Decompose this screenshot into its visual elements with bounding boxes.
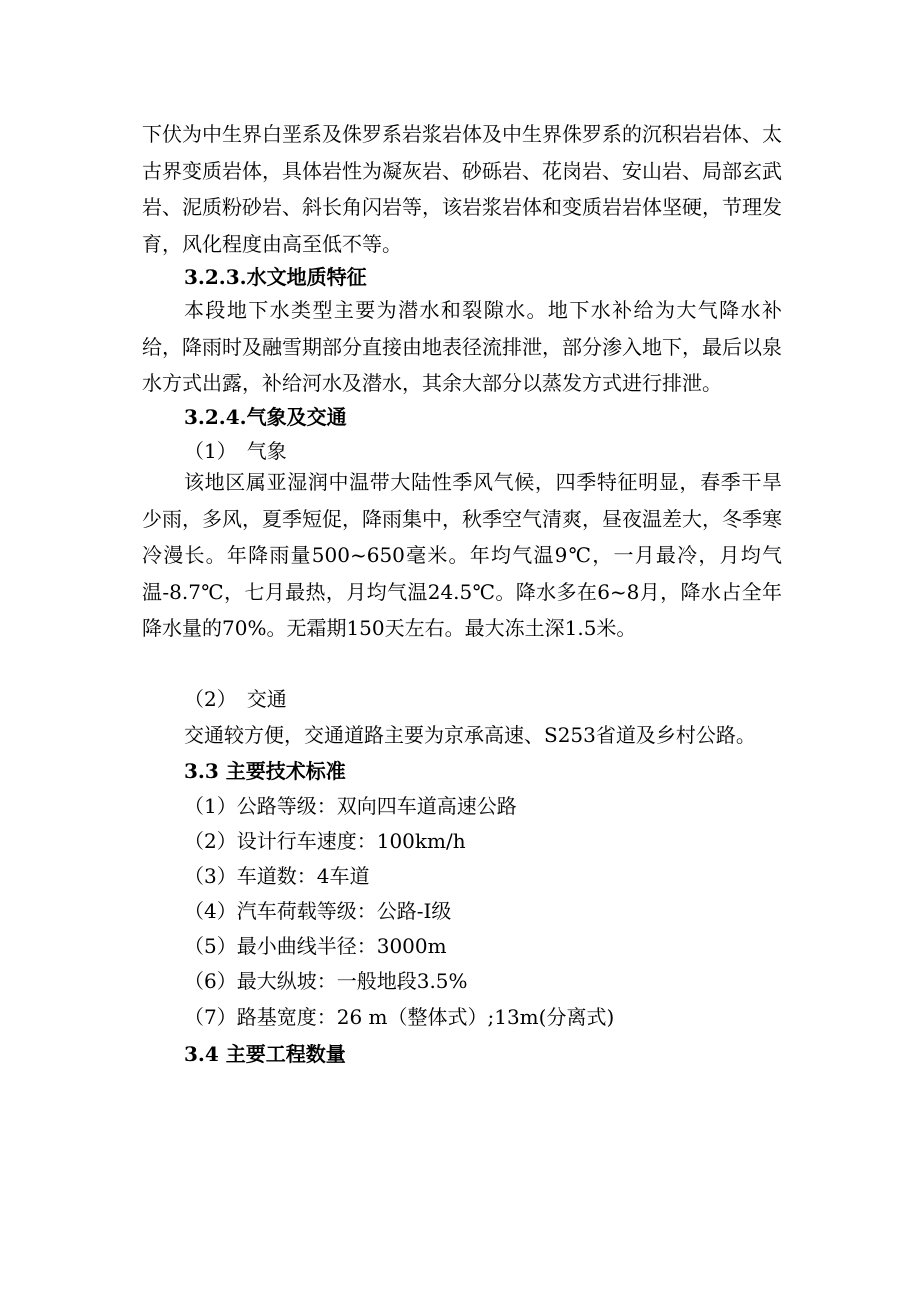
- heading-3-3: 3.3 主要技术标准: [184, 759, 346, 783]
- weather-paragraph: 该地区属亚湿润中温带大陆性季风气候，四季特征明显，春季干旱少雨，多风，夏季短促，降雨集中，秋季空气清爽，昼夜温差大，冬季寒冷漫长。年降雨量500~650毫米。年均气温9℃，一月最冷，月均气温-8.7℃，七月最热，月均气温24.5℃。降水多在6~8月，降水占全年降水量的70%。无霜期150天左右。最大冻土深1.5米。: [142, 470, 782, 640]
- standard-item: （2）设计行车速度：100km/h: [184, 829, 466, 853]
- heading-3-2-4: 3.2.4.气象及交通: [184, 405, 347, 429]
- standard-item: （5）最小曲线半径：3000m: [184, 934, 447, 958]
- standard-item: （6）最大纵坡：一般地段3.5%: [184, 969, 468, 993]
- standard-item: （1）公路等级：双向四车道高速公路: [184, 794, 517, 818]
- traffic-label: （2） 交通: [184, 687, 287, 711]
- standard-item: （7）路基宽度：26 m（整体式）;13m(分离式): [184, 1005, 615, 1029]
- weather-label: （1） 气象: [184, 439, 287, 463]
- traffic-paragraph: 交通较方便，交通道路主要为京承高速、S253省道及乡村公路。: [184, 723, 756, 747]
- heading-3-4: 3.4 主要工程数量: [184, 1042, 346, 1066]
- standard-item: （4）汽车荷载等级：公路-Ⅰ级: [184, 899, 452, 923]
- geology-paragraph: 下伏为中生界白垩系及侏罗系岩浆岩体及中生界侏罗系的沉积岩岩体、太古界变质岩体，具体岩性为凝灰岩、砂砾岩、花岗岩、安山岩、局部玄武岩、泥质粉砂岩、斜长角闪岩等，该岩浆岩体和变质岩岩体坚硬，节理发育，风化程度由高至低不等。: [142, 122, 782, 256]
- heading-3-2-3: 3.2.3.水文地质特征: [184, 265, 367, 289]
- hydrogeology-paragraph: 本段地下水类型主要为潜水和裂隙水。地下水补给为大气降水补给，降雨时及融雪期部分直接由地表径流排泄，部分渗入地下，最后以泉水方式出露，补给河水及潜水，其余大部分以蒸发方式进行排泄。: [142, 298, 782, 395]
- standard-item: （3）车道数：4车道: [184, 864, 370, 888]
